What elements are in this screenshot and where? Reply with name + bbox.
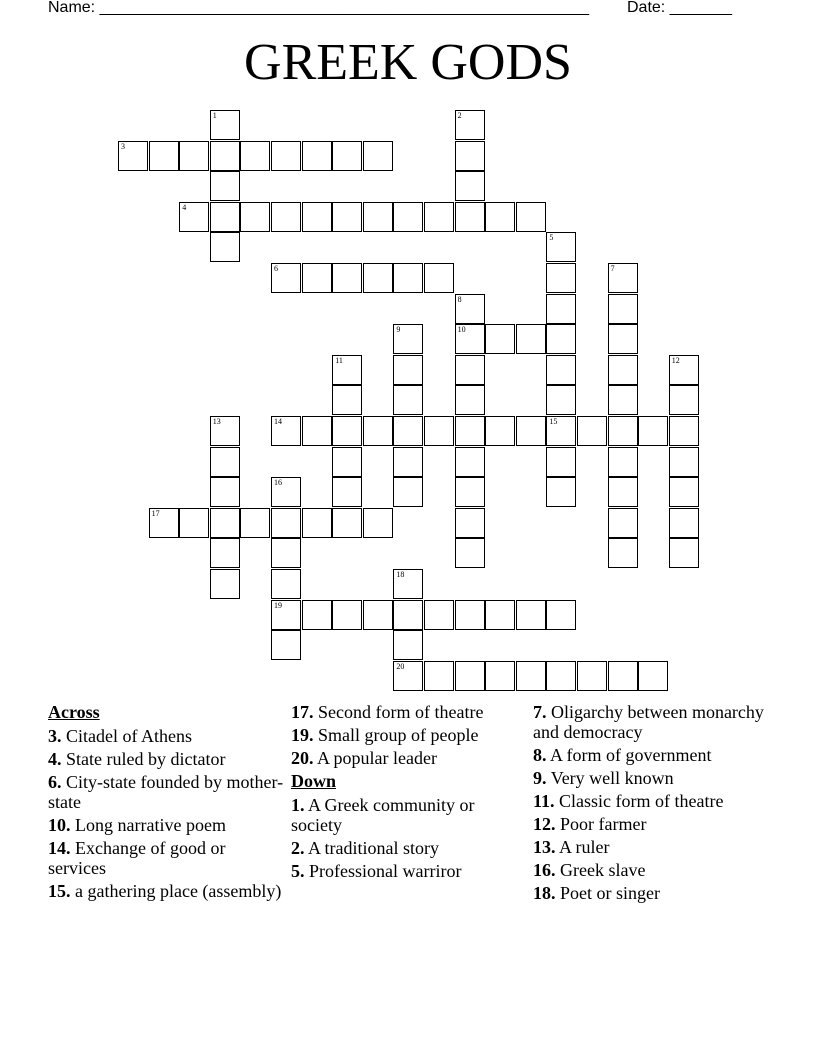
crossword-cell[interactable] xyxy=(455,508,485,538)
crossword-cell[interactable] xyxy=(240,508,270,538)
crossword-cell[interactable] xyxy=(149,508,179,538)
crossword-cell[interactable] xyxy=(332,447,362,477)
crossword-cell[interactable] xyxy=(424,202,454,232)
cell-number: 3 xyxy=(121,141,125,151)
crossword-cell[interactable] xyxy=(669,508,699,538)
crossword-cell[interactable] xyxy=(393,630,423,660)
crossword-cell[interactable] xyxy=(393,263,423,293)
cell-number: 6 xyxy=(274,264,278,273)
crossword-cell[interactable] xyxy=(608,661,638,691)
clue-across-17: 17. Second form of theatre xyxy=(291,702,484,722)
crossword-cell[interactable] xyxy=(271,569,301,599)
crossword-cell[interactable] xyxy=(455,294,485,324)
crossword-cell[interactable] xyxy=(455,416,485,446)
crossword-cell[interactable] xyxy=(271,600,301,630)
crossword-cell[interactable] xyxy=(485,202,515,232)
crossword-cell[interactable] xyxy=(455,661,485,691)
crossword-cell[interactable] xyxy=(332,477,362,507)
crossword-cell[interactable] xyxy=(608,263,638,293)
crossword-cell[interactable] xyxy=(455,477,485,507)
crossword-cell[interactable] xyxy=(302,416,332,446)
cell-number: 4 xyxy=(182,202,187,212)
crossword-cell[interactable] xyxy=(210,202,240,232)
crossword-cell[interactable] xyxy=(302,202,332,232)
crossword-cell[interactable] xyxy=(118,141,148,171)
crossword-cell[interactable] xyxy=(455,324,485,354)
crossword-cell[interactable] xyxy=(546,263,576,293)
crossword-cell[interactable] xyxy=(455,385,485,415)
crossword-cell[interactable] xyxy=(455,202,485,232)
crossword-cell[interactable] xyxy=(424,600,454,630)
crossword-cell[interactable] xyxy=(210,110,240,140)
cell-number: 1 xyxy=(212,111,217,120)
crossword-cell[interactable] xyxy=(546,232,576,262)
across-heading: Across xyxy=(48,702,100,722)
clue-down-1: 1. A Greek community or society xyxy=(291,795,475,835)
cell-number: 2 xyxy=(457,111,462,120)
crossword-cell[interactable] xyxy=(546,447,576,477)
crossword-cell[interactable] xyxy=(577,416,607,446)
crossword-cell[interactable] xyxy=(210,477,240,507)
clue-down-9: 9. Very well known xyxy=(533,768,674,788)
crossword-cell[interactable] xyxy=(546,294,576,324)
clue-across-3: 3. Citadel of Athens xyxy=(48,726,192,746)
clue-down-11: 11. Classic form of theatre xyxy=(533,791,724,811)
clue-down-8: 8. A form of government xyxy=(533,745,712,765)
crossword-cell[interactable] xyxy=(271,202,301,232)
crossword-cell[interactable] xyxy=(608,355,638,385)
crossword-cell[interactable] xyxy=(669,477,699,507)
crossword-cell[interactable] xyxy=(577,661,607,691)
crossword-cell[interactable] xyxy=(179,141,209,171)
crossword-cell[interactable] xyxy=(302,141,332,171)
crossword-cell[interactable] xyxy=(455,447,485,477)
clue-across-10: 10. Long narrative poem xyxy=(48,815,226,835)
crossword-cell[interactable] xyxy=(608,294,638,324)
crossword-cell[interactable] xyxy=(546,600,576,630)
clue-down-18: 18. Poet or singer xyxy=(533,883,660,903)
crossword-cell[interactable] xyxy=(455,110,485,140)
crossword-cell[interactable] xyxy=(363,202,393,232)
crossword-cell[interactable] xyxy=(302,508,332,538)
crossword-cell[interactable] xyxy=(332,600,362,630)
crossword-cell[interactable] xyxy=(516,202,546,232)
crossword-cell[interactable] xyxy=(638,661,668,691)
cell-number: 12 xyxy=(671,355,680,365)
crossword-cell[interactable] xyxy=(393,385,423,415)
crossword-cell[interactable] xyxy=(455,171,485,201)
crossword-cell[interactable] xyxy=(210,569,240,599)
crossword-cell[interactable] xyxy=(485,416,515,446)
crossword-cell[interactable] xyxy=(424,416,454,446)
crossword-cell[interactable] xyxy=(210,232,240,262)
clue-down-12: 12. Poor farmer xyxy=(533,814,647,834)
crossword-cell[interactable] xyxy=(516,600,546,630)
clue-column-1 xyxy=(48,702,284,904)
crossword-cell[interactable] xyxy=(271,538,301,568)
crossword-cell[interactable] xyxy=(669,447,699,477)
crossword-cell[interactable] xyxy=(210,447,240,477)
crossword-cell[interactable] xyxy=(332,416,362,446)
crossword-cell[interactable] xyxy=(393,355,423,385)
cell-number: 19 xyxy=(274,600,282,610)
crossword-cell[interactable] xyxy=(363,508,393,538)
crossword-cell[interactable] xyxy=(608,508,638,538)
crossword-cell[interactable] xyxy=(393,416,423,446)
crossword-cell[interactable] xyxy=(271,141,301,171)
crossword-cell[interactable] xyxy=(608,385,638,415)
crossword-cell[interactable] xyxy=(179,508,209,538)
crossword-cell[interactable] xyxy=(669,355,699,385)
crossword-cell[interactable] xyxy=(393,447,423,477)
cell-number: 20 xyxy=(396,661,405,671)
cell-number: 10 xyxy=(457,325,466,335)
cell-number: 13 xyxy=(212,417,221,426)
crossword-cell[interactable] xyxy=(302,600,332,630)
crossword-cell[interactable] xyxy=(608,538,638,568)
crossword-cell[interactable] xyxy=(546,416,576,446)
crossword-cell[interactable] xyxy=(485,661,515,691)
crossword-cell[interactable] xyxy=(485,324,515,354)
clue-across-15: 15. a gathering place (assembly) xyxy=(48,881,282,901)
cell-number: 8 xyxy=(457,294,462,304)
clue-across-4: 4. State ruled by dictator xyxy=(48,749,226,769)
crossword-cell[interactable] xyxy=(271,477,301,507)
cell-number: 16 xyxy=(274,478,282,488)
crossword-cell[interactable] xyxy=(363,416,393,446)
crossword-cell[interactable] xyxy=(393,477,423,507)
cell-number: 14 xyxy=(274,417,282,426)
crossword-cell[interactable] xyxy=(455,141,485,171)
crossword-cell[interactable] xyxy=(608,447,638,477)
clue-down-13: 13. A ruler xyxy=(533,837,610,857)
crossword-cell[interactable] xyxy=(332,355,362,385)
clue-across-6: 6. City-state founded by mother-state xyxy=(48,772,284,812)
crossword-cell[interactable] xyxy=(393,569,423,599)
crossword-cell[interactable] xyxy=(149,141,179,171)
crossword-cell[interactable] xyxy=(546,661,576,691)
crossword-cell[interactable] xyxy=(240,141,270,171)
page-title: GREEK GODS xyxy=(244,34,572,91)
crossword-cell[interactable] xyxy=(608,324,638,354)
crossword-cell[interactable] xyxy=(210,171,240,201)
crossword-cell[interactable] xyxy=(546,355,576,385)
crossword-cell[interactable] xyxy=(516,661,546,691)
crossword-cell[interactable] xyxy=(332,508,362,538)
crossword-cell[interactable] xyxy=(424,661,454,691)
crossword-cell[interactable] xyxy=(210,538,240,568)
crossword-cell[interactable] xyxy=(271,508,301,538)
crossword-cell[interactable] xyxy=(332,202,362,232)
clue-down-16: 16. Greek slave xyxy=(533,860,646,880)
crossword-cell[interactable] xyxy=(271,263,301,293)
crossword-cell[interactable] xyxy=(516,416,546,446)
crossword-cell[interactable] xyxy=(546,324,576,354)
crossword-cell[interactable] xyxy=(332,141,362,171)
crossword-cell[interactable] xyxy=(332,385,362,415)
crossword-cell[interactable] xyxy=(302,263,332,293)
down-heading: Down xyxy=(291,771,337,791)
clue-down-2: 2. A traditional story xyxy=(291,838,439,858)
cell-number: 18 xyxy=(396,570,405,579)
name-line: Name: _______________________________________________________ xyxy=(48,0,589,16)
crossword-cell[interactable] xyxy=(210,508,240,538)
crossword-cell[interactable] xyxy=(608,477,638,507)
crossword-cell[interactable] xyxy=(210,141,240,171)
crossword-cell[interactable] xyxy=(455,355,485,385)
crossword-cell[interactable] xyxy=(332,263,362,293)
clue-across-20: 20. A popular leader xyxy=(291,748,437,768)
clue-across-14: 14. Exchange of good or services xyxy=(48,838,226,878)
clue-across-19: 19. Small group of people xyxy=(291,725,479,745)
clue-column-3 xyxy=(533,702,769,906)
cell-number: 5 xyxy=(549,233,554,243)
crossword-cell[interactable] xyxy=(393,600,423,630)
clue-down-7: 7. Oligarchy between monarchy and democracy xyxy=(533,702,764,742)
crossword-cell[interactable] xyxy=(546,477,576,507)
crossword-cell[interactable] xyxy=(363,141,393,171)
crossword-cell[interactable] xyxy=(363,600,393,630)
clue-column-2 xyxy=(291,702,527,884)
crossword-cell[interactable] xyxy=(240,202,270,232)
date-line: Date: _______ xyxy=(627,0,732,16)
crossword-cell[interactable] xyxy=(608,416,638,446)
crossword-cell[interactable] xyxy=(669,538,699,568)
cell-number: 17 xyxy=(151,508,160,518)
crossword-cell[interactable] xyxy=(638,416,668,446)
crossword-cell[interactable] xyxy=(455,600,485,630)
crossword-cell[interactable] xyxy=(271,416,301,446)
cell-number: 15 xyxy=(549,417,558,426)
crossword-cell[interactable] xyxy=(179,202,209,232)
crossword-cell[interactable] xyxy=(455,538,485,568)
crossword-cell[interactable] xyxy=(210,416,240,446)
crossword-cell[interactable] xyxy=(485,600,515,630)
crossword-cell[interactable] xyxy=(669,385,699,415)
crossword-cell[interactable] xyxy=(363,263,393,293)
crossword-cell[interactable] xyxy=(424,263,454,293)
clue-down-5: 5. Professional warriror xyxy=(291,861,462,881)
cell-number: 7 xyxy=(610,264,615,273)
crossword-cell[interactable] xyxy=(546,385,576,415)
crossword-cell[interactable] xyxy=(393,324,423,354)
crossword-cell[interactable] xyxy=(669,416,699,446)
crossword-cell[interactable] xyxy=(516,324,546,354)
cell-number: 11 xyxy=(335,355,343,365)
cell-number: 9 xyxy=(396,325,401,335)
crossword-cell[interactable] xyxy=(271,630,301,660)
crossword-cell[interactable] xyxy=(393,661,423,691)
crossword-cell[interactable] xyxy=(393,202,423,232)
